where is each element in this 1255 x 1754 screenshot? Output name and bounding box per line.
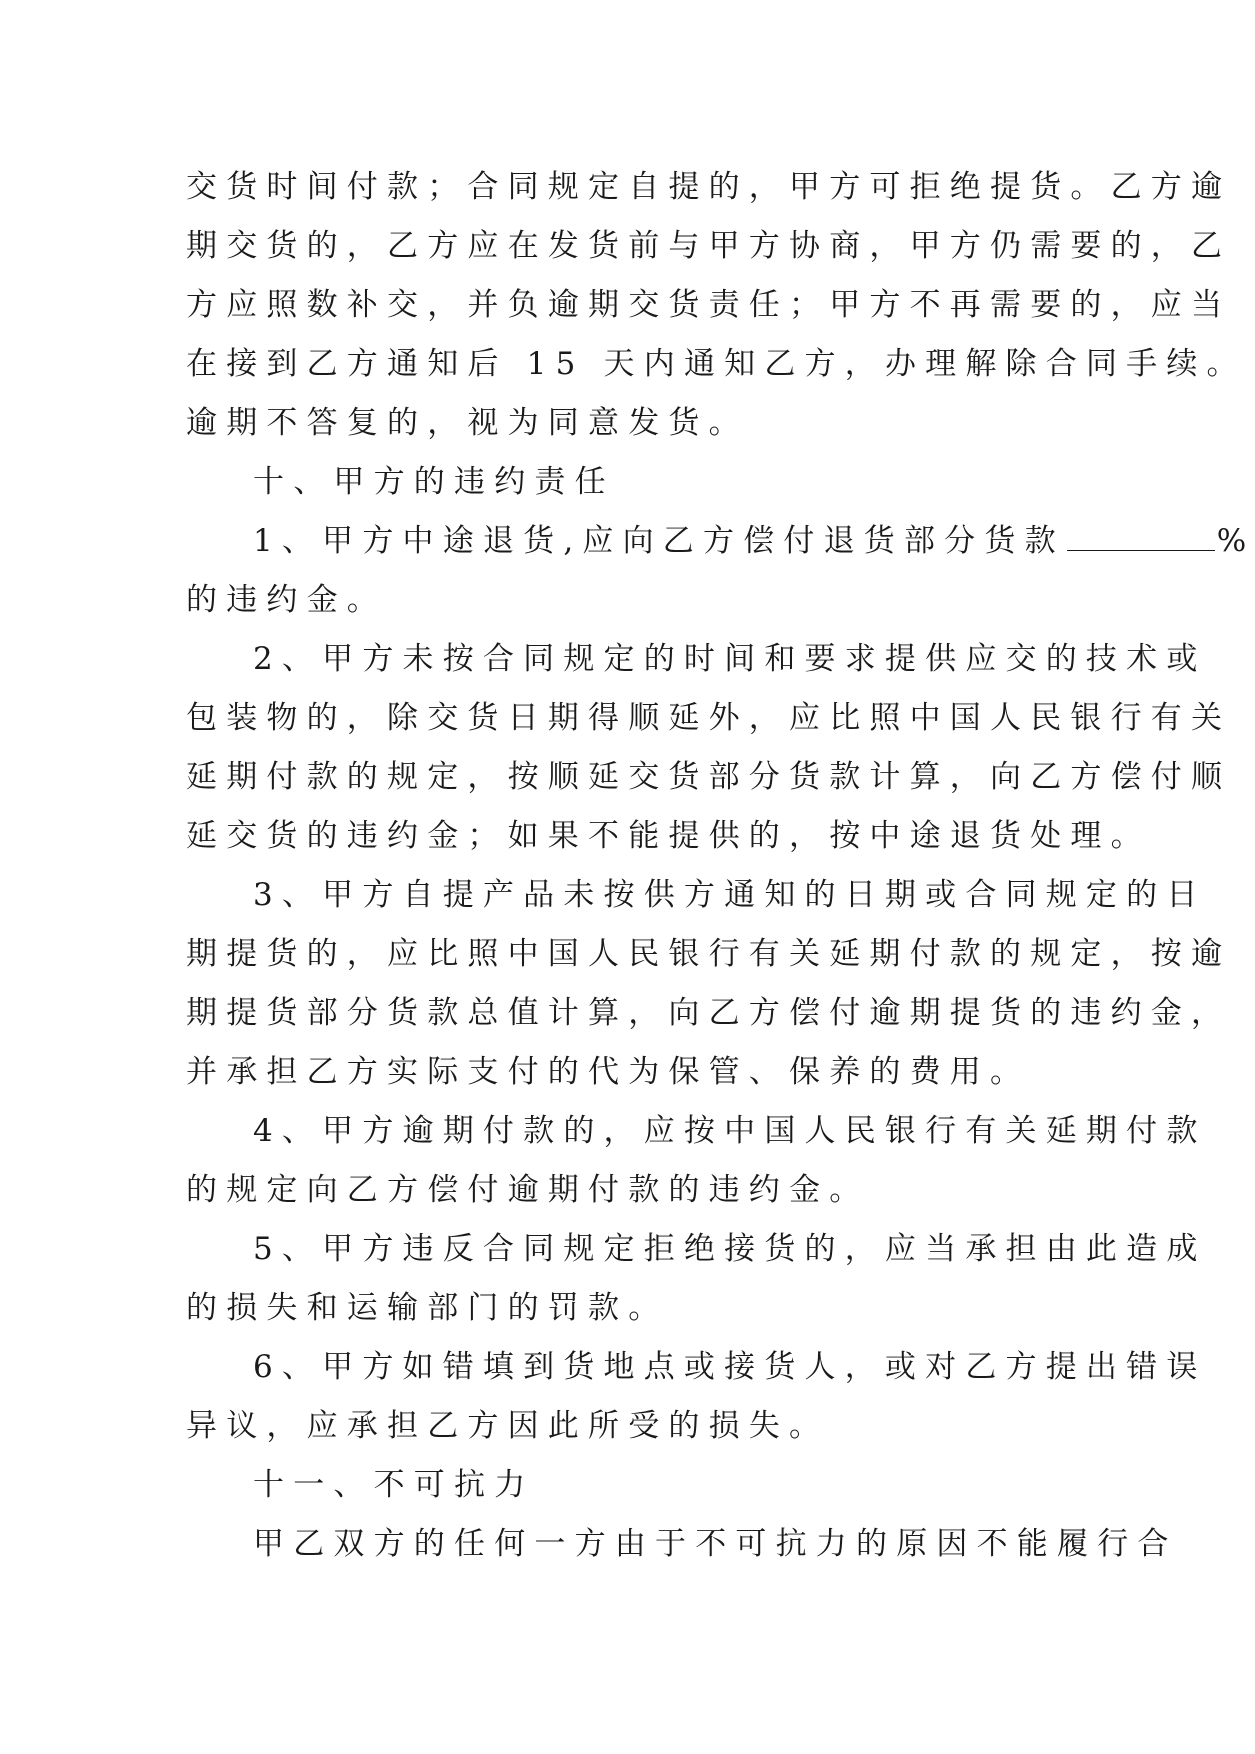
section-heading: 十一、不可抗力 — [253, 1467, 535, 1503]
paragraph-line: 在接到乙方通知后 15 天内通知乙方，办理解除合同手续。 — [186, 346, 1247, 382]
paragraph-line: 逾期不答复的，视为同意发货。 — [186, 405, 749, 441]
clause-line: 6、甲方如错填到货地点或接货人，或对乙方提出错误 — [253, 1349, 1207, 1385]
paragraph-line: 延期付款的规定，按顺延交货部分货款计算，向乙方偿付顺 — [186, 759, 1232, 795]
paragraph-line: 的违约金。 — [186, 582, 387, 618]
paragraph-line: 异议，应承担乙方因此所受的损失。 — [186, 1408, 830, 1444]
clause-line: 5、甲方违反合同规定拒绝接货的，应当承担由此造成 — [253, 1231, 1207, 1267]
clause-line: 2、甲方未按合同规定的时间和要求提供应交的技术或 — [253, 641, 1207, 677]
fill-in-blank[interactable] — [1067, 520, 1215, 551]
paragraph-line: 期交货的，乙方应在发货前与甲方协商，甲方仍需要的，乙 — [186, 228, 1232, 264]
paragraph-line: 的损失和运输部门的罚款。 — [186, 1290, 669, 1326]
percent-sign: % — [1216, 523, 1255, 559]
paragraph-line: 并承担乙方实际支付的代为保管、保养的费用。 — [186, 1054, 1031, 1090]
clause-line: 3、甲方自提产品未按供方通知的日期或合同规定的日 — [253, 877, 1207, 913]
paragraph-line: 期提货部分货款总值计算，向乙方偿付逾期提货的违约金， — [186, 995, 1232, 1031]
document-body — [186, 158, 1255, 1574]
paragraph-line: 方应照数补交，并负逾期交货责任；甲方不再需要的，应当 — [186, 287, 1232, 323]
paragraph-line: 延交货的违约金；如果不能提供的，按中途退货处理。 — [186, 818, 1151, 854]
paragraph-line: 甲乙双方的任何一方由于不可抗力的原因不能履行合 — [253, 1526, 1178, 1562]
paragraph-line: 包装物的，除交货日期得顺延外，应比照中国人民银行有关 — [186, 700, 1232, 736]
paragraph-line: 期提货的，应比照中国人民银行有关延期付款的规定，按逾 — [186, 936, 1232, 972]
clause-text: 1、甲方中途退货,应向乙方偿付退货部分货款 — [253, 523, 1065, 559]
clause-line — [186, 512, 1255, 571]
section-heading: 十、甲方的违约责任 — [253, 464, 615, 500]
paragraph-line: 交货时间付款；合同规定自提的，甲方可拒绝提货。乙方逾 — [186, 169, 1232, 205]
clause-line: 4、甲方逾期付款的，应按中国人民银行有关延期付款 — [253, 1113, 1207, 1149]
paragraph-line: 的规定向乙方偿付逾期付款的违约金。 — [186, 1172, 870, 1208]
